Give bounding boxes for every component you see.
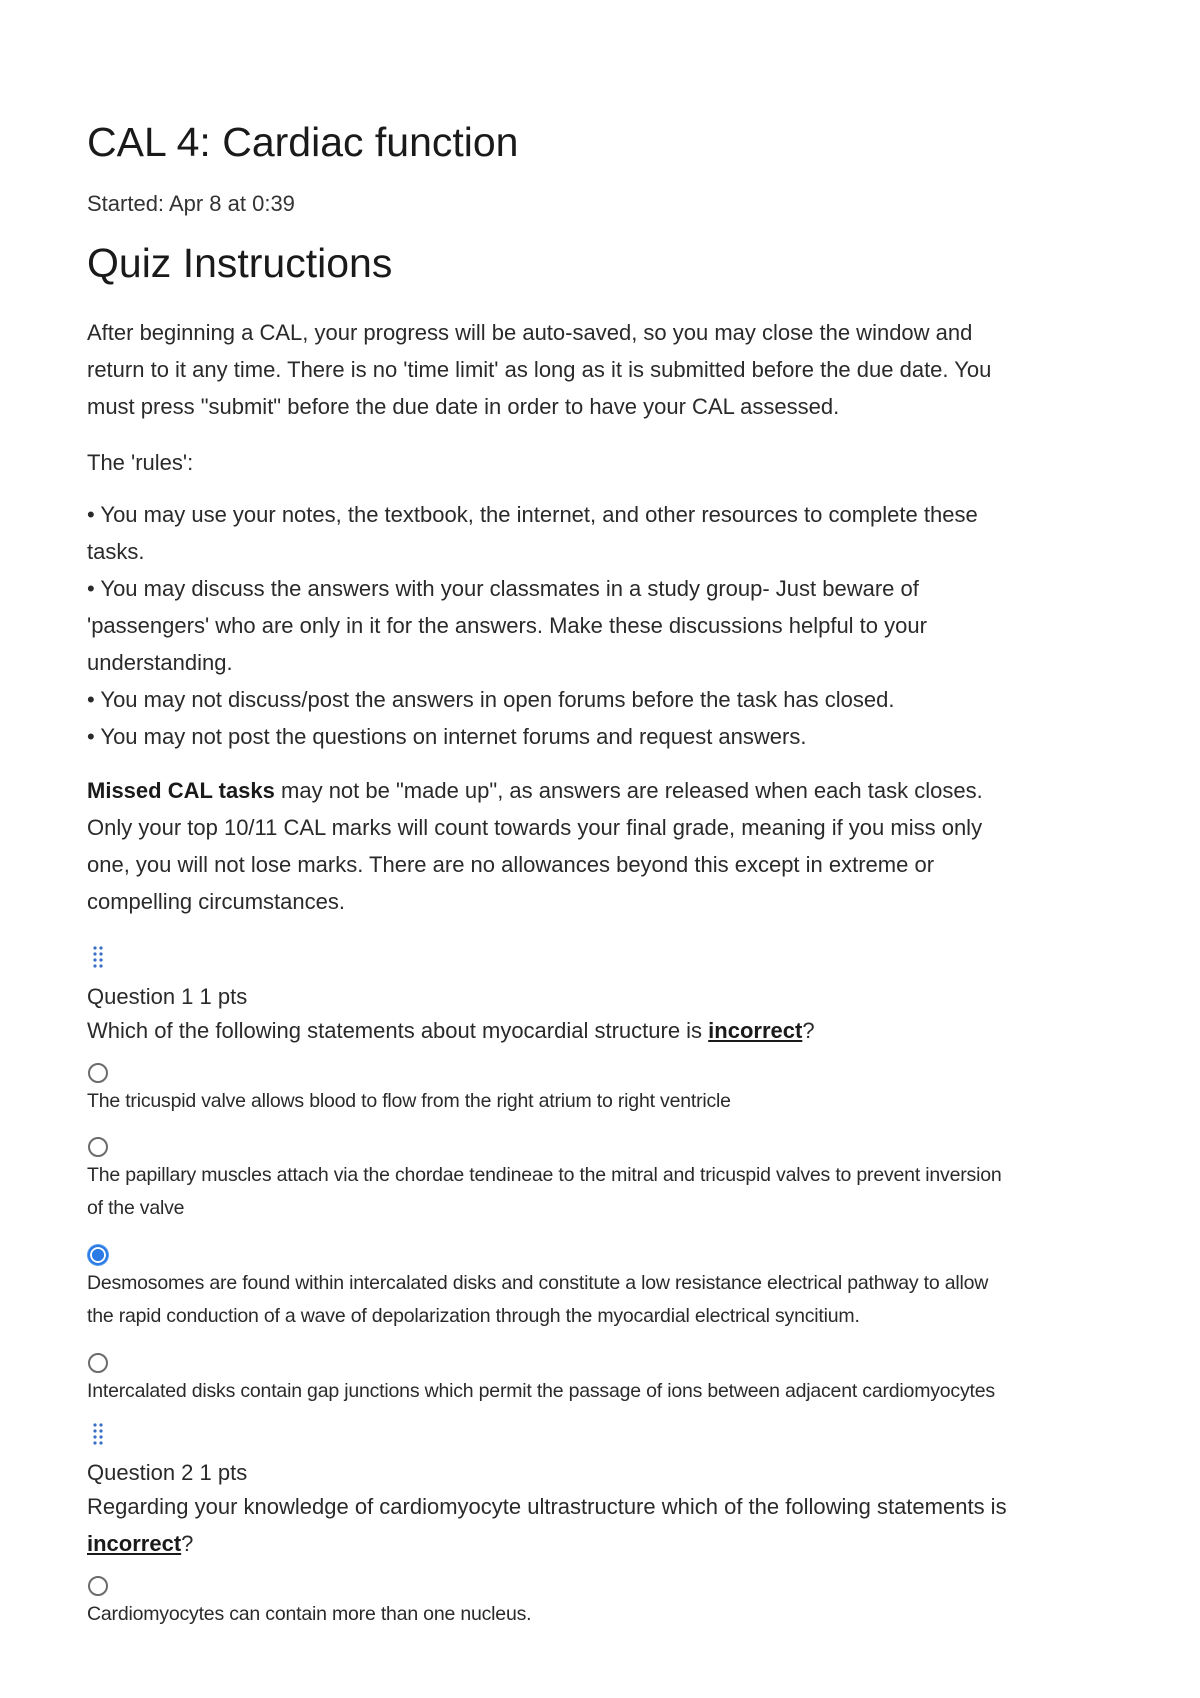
page-title: CAL 4: Cardiac function bbox=[87, 119, 519, 165]
missed-tasks-line: one, you will not lose marks. There are no allowances beyond this except in extreme or bbox=[87, 852, 935, 877]
question-1-answer-2-radio[interactable] bbox=[88, 1137, 108, 1157]
instructions-line: must press "submit" before the due date in order to have your CAL assessed. bbox=[87, 394, 840, 419]
missed-tasks-line: compelling circumstances. bbox=[87, 889, 345, 914]
question-1-answer-3-radio-selected[interactable] bbox=[88, 1245, 108, 1265]
instructions-line: return to it any time. There is no 'time limit' as long as it is submitted before the due date. You bbox=[87, 357, 992, 382]
question-1-prompt-emphasis: incorrect bbox=[708, 1018, 803, 1043]
answer-line: of the valve bbox=[87, 1197, 185, 1219]
rules-line: • You may not post the questions on internet forums and request answers. bbox=[87, 724, 807, 749]
question-2-header: Question 2 1 pts bbox=[87, 1460, 248, 1485]
question-2-answer-1[interactable] bbox=[87, 1598, 531, 1631]
rules-line: understanding. bbox=[87, 650, 233, 675]
rules-line: • You may use your notes, the textbook, the internet, and other resources to complete these bbox=[87, 502, 978, 527]
question-1-answer-4-radio[interactable] bbox=[88, 1353, 108, 1373]
missed-tasks-bold: Missed CAL tasks bbox=[87, 778, 275, 803]
rules-label: The 'rules': bbox=[87, 450, 194, 475]
drag-handle-icon[interactable] bbox=[91, 1422, 105, 1450]
question-2-prompt-text: Regarding your knowledge of cardiomyocyte ultrastructure which of the following statements is bbox=[87, 1494, 1007, 1519]
question-1-answer-3[interactable] bbox=[87, 1267, 988, 1333]
question-1-header: Question 1 1 pts bbox=[87, 984, 248, 1009]
rules-list bbox=[87, 496, 1127, 755]
instructions-line: After beginning a CAL, your progress will be auto-saved, so you may close the window and bbox=[87, 320, 973, 345]
missed-tasks-line: Only your top 10/11 CAL marks will count towards your final grade, meaning if you miss only bbox=[87, 815, 983, 840]
rules-line: 'passengers' who are only in it for the answers. Make these discussions helpful to your bbox=[87, 613, 927, 638]
drag-handle-icon[interactable] bbox=[91, 945, 105, 973]
missed-tasks-line bbox=[87, 772, 1127, 809]
rules-line: tasks. bbox=[87, 539, 145, 564]
question-1-prompt-text: Which of the following statements about myocardial structure is bbox=[87, 1018, 709, 1043]
rules-line: • You may discuss the answers with your classmates in a study group- Just beware of bbox=[87, 576, 919, 601]
answer-line: Desmosomes are found within intercalated disks and constitute a low resistance electrical pathway to allow bbox=[87, 1272, 989, 1294]
question-1-answer-2[interactable] bbox=[87, 1159, 1002, 1225]
question-1-answer-4[interactable] bbox=[87, 1375, 995, 1408]
missed-tasks-text: may not be "made up", as answers are released when each task closes. bbox=[274, 778, 983, 803]
answer-line: The tricuspid valve allows blood to flow from the right atrium to right ventricle bbox=[87, 1090, 731, 1112]
question-1-prompt-end: ? bbox=[802, 1018, 815, 1043]
started-timestamp: Started: Apr 8 at 0:39 bbox=[87, 191, 295, 216]
rules-line: • You may not discuss/post the answers in open forums before the task has closed. bbox=[87, 687, 895, 712]
instructions-heading: Quiz Instructions bbox=[87, 240, 393, 286]
answer-line: Cardiomyocytes can contain more than one nucleus. bbox=[87, 1603, 532, 1625]
answer-line: the rapid conduction of a wave of depolarization through the myocardial electrical syncitium. bbox=[87, 1305, 860, 1327]
answer-line: Intercalated disks contain gap junctions which permit the passage of ions between adjacent cardiomyocytes bbox=[87, 1380, 995, 1402]
instructions-paragraph bbox=[87, 314, 1127, 425]
question-2-prompt bbox=[87, 1488, 1007, 1562]
question-1-prompt bbox=[87, 1012, 815, 1049]
answer-line: The papillary muscles attach via the chordae tendineae to the mitral and tricuspid valves to prevent inversion bbox=[87, 1164, 1002, 1186]
missed-tasks-paragraph bbox=[87, 772, 1127, 920]
question-2-answer-1-radio[interactable] bbox=[88, 1576, 108, 1596]
question-2-prompt-emphasis: incorrect bbox=[87, 1531, 182, 1556]
question-2-prompt-end: ? bbox=[181, 1531, 194, 1556]
question-1-answer-1-radio[interactable] bbox=[88, 1063, 108, 1083]
question-1-answer-1[interactable] bbox=[87, 1085, 731, 1118]
